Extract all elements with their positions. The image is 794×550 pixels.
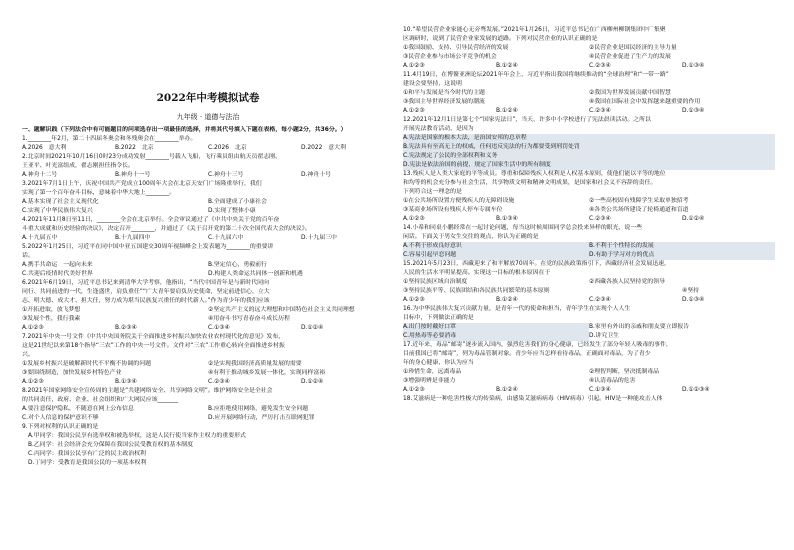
- q13-options: [403, 215, 775, 224]
- option[interactable]: B.①②④: [496, 297, 518, 303]
- option[interactable]: D.①③④: [682, 108, 705, 114]
- statement: ③坚持民族平等、民族团结和各民族共同繁荣的基本原则: [403, 288, 550, 294]
- option[interactable]: C.神舟十三号: [208, 172, 244, 178]
- option[interactable]: B.①③④: [496, 216, 518, 222]
- q13-stem: 和均等的机会充分参与社会生活，共享物质文明和精神文明成果，是国家和社会义不容辞的责任。: [403, 180, 657, 186]
- q17-options: [403, 386, 775, 395]
- q16-stem: 16.为中华民族伟大复兴贡献力量，是青年一代的使命和担当，青年学生在实现个人人生: [403, 306, 631, 312]
- option[interactable]: C.②③④: [589, 63, 611, 69]
- q17-statements: [403, 377, 775, 386]
- exam-subtitle: 九年级 · 道德与法治: [176, 113, 240, 121]
- q15-stem: 人民的生活水平明显提高。实现这一目标的根本原因在于: [403, 270, 551, 276]
- q13-statements: [403, 197, 775, 206]
- q10-options: [403, 62, 775, 71]
- q6-stem: 同行、共同前进的一代，生逢盛世，肩负重任”“广大青年要肩负历史使命，坚定前进信心，立大: [22, 289, 270, 295]
- statement: ④有利于推动城乡发展一体化，实现同样富裕: [208, 370, 326, 376]
- option[interactable]: A.携手共命运 一起向未来: [22, 262, 93, 268]
- statement: ①在公共场所设置方便残疾人的无障碍设施: [403, 198, 515, 204]
- option[interactable]: B.①③④: [115, 379, 137, 385]
- statement: ②理智判断，坚决抵制毒品: [589, 369, 660, 375]
- option[interactable]: C.对个人信息的保护意识不够: [22, 415, 99, 421]
- q6-statements: [22, 306, 394, 315]
- option[interactable]: A.①②③: [22, 379, 44, 385]
- q5-options: [22, 261, 394, 270]
- statement: ③要围绕制造，加快发展乡村特色产业: [22, 370, 122, 376]
- option[interactable]: B.2022 北京: [115, 145, 154, 151]
- statement: ④各类公共场所建设了轮椅通道和盲道: [589, 207, 689, 213]
- option[interactable]: D.丁同学：受教育是我国公民的一项基本权利: [28, 460, 147, 466]
- q6-options: [22, 324, 394, 333]
- option[interactable]: D.①③④: [682, 63, 705, 69]
- q10-stem: 10.“希望民营企业家能心无旁骛发展。”2021年1月26日，习近平总书记在广西柳州柳钢集团中厂集聚: [403, 27, 666, 33]
- option[interactable]: C.容易引起早恋问题: [403, 251, 589, 260]
- option[interactable]: D.应开展网络行动，严厉打击互联网犯罪: [208, 415, 315, 421]
- q14-stem: 14.小希和同桌小鹏经常在一起讨论问题，每当这时候周围同学总会投来异样的眼光，说一些: [403, 225, 643, 231]
- option[interactable]: A.出门按时戴好口罩: [403, 323, 589, 332]
- option[interactable]: B.坚定信心，勇毅前行: [208, 262, 267, 268]
- q11-statements: [403, 98, 775, 107]
- q14-stem: 闲话。下面关于男女生交往的观点，你认为正确的是: [403, 234, 539, 240]
- option[interactable]: B.①②④: [496, 63, 518, 69]
- q1-options: [22, 144, 394, 153]
- option[interactable]: A.①②③: [403, 387, 425, 393]
- statement: ③某商业场所设有残疾人停车专属车位: [403, 207, 503, 213]
- q7-statements: [22, 360, 394, 369]
- q6-stem: 志、明大德、成大才、担大任，努力成为堪当民族复兴重任的时代新人。”作为青少年的我们应该: [22, 298, 270, 304]
- q18-stem: 18.艾滋病是一种危害性极大的传染病，由感染艾滋病病毒（HIV病毒）引起。HIV是一种能攻击人体: [403, 396, 663, 402]
- option[interactable]: C.①③④: [589, 387, 611, 393]
- statement: ②我国为世界发展贡献中国智慧: [589, 90, 671, 96]
- option[interactable]: A.要注意保护隐私，不随意在网上公布信息: [22, 406, 134, 412]
- option[interactable]: D.实现了整体小康: [208, 208, 256, 214]
- option[interactable]: B.②③④: [115, 325, 137, 331]
- option[interactable]: B.不利于个性特长的发展: [589, 242, 775, 251]
- option[interactable]: D.①②④: [301, 379, 324, 385]
- q17-stem: 17.近年来，毒品“邮寄”逐步流入国内，强烈危害我们的身心健康，已经发生了部分年轻人吸毒的事件，: [403, 342, 672, 348]
- statement: ①坚持民族区域自治制度: [403, 279, 468, 285]
- option[interactable]: B.①②④: [496, 387, 518, 393]
- option[interactable]: D.①②③④: [682, 387, 710, 393]
- option[interactable]: C.②③④: [589, 297, 611, 303]
- q11-statements: [403, 89, 775, 98]
- option[interactable]: C.共迎后疫情时代美好世界: [22, 271, 93, 277]
- option[interactable]: A.宪法是国家的根本大法，是治国安邦的总章程: [403, 134, 775, 143]
- statement: ②西藏各族人民坚持党的领导: [589, 279, 665, 285]
- q15-statements: [403, 278, 775, 287]
- q5-stem: 话。: [22, 253, 34, 259]
- option[interactable]: D.①②④: [301, 325, 324, 331]
- q14-options: [403, 251, 775, 260]
- q7-stem: 7.2021年中央一号文件《中共中央国务院关于全面推进乡村振兴加快农业农村现代化的意见》发布，: [22, 334, 285, 340]
- q17-stem: 目前我国已将“邮寄”，列为毒品管制对象。青少年应当怎样看待毒品，正确面对毒品，为了青少: [403, 351, 651, 357]
- option[interactable]: A.①②③: [403, 108, 425, 114]
- option[interactable]: A.基本实现了社会主义现代化: [22, 199, 99, 205]
- statement: ①珍惜生命，远离毒品: [403, 369, 462, 375]
- q7-stem: 这是21世纪以来第18个指导“三农”工作的中央一号文件。文件对“三农”工作重心转向全面推进乡村振: [22, 343, 285, 349]
- q16-stem: 目标中，下列做法正确的是: [403, 315, 474, 321]
- option[interactable]: C.用热毒等必要消毒: [403, 332, 589, 341]
- q15-statements: [403, 287, 775, 296]
- q7-statements: [22, 369, 394, 378]
- q2-options: [22, 171, 394, 180]
- q3-options: [22, 207, 394, 216]
- q2-stem: 2.北京时间2021年10月16日0时23分成功发射________号载人飞船，飞行乘员组由航天员翟志刚、: [22, 154, 281, 160]
- option[interactable]: A.神舟十二号: [22, 172, 58, 178]
- q3-options: [22, 198, 394, 207]
- option[interactable]: A.十九届五中: [22, 235, 58, 241]
- option[interactable]: B.乙同学：社会经济会充分保障在我国公民受教育权的基本制度: [28, 442, 193, 448]
- option[interactable]: A.甲同学：我国公民享有选举权和被选举权，这是人民行使当家作主权力的重要形式: [28, 433, 246, 439]
- option[interactable]: C.宪法规定了公民的全部权利和义务: [403, 152, 775, 161]
- q7-stem: 兴。: [22, 352, 34, 358]
- right-column: [403, 26, 775, 404]
- statement: ①和平与发展是当今时代的主题: [403, 90, 485, 96]
- option[interactable]: B.全面建成了小康社会: [208, 199, 267, 205]
- statement: ①发展乡村振兴是破解新时代不平衡不协调的问题: [22, 361, 151, 367]
- section-heading: 一、题解识践（下列法合中有可能题目的问项选存出一项最佳的选择，并将其代号填入下题在表格，每小题2分，共36分。）: [22, 127, 347, 133]
- option[interactable]: B.十九届四中: [115, 235, 151, 241]
- left-column: [22, 92, 394, 468]
- q15-stem: 15.2021年5月23日，西藏迎来了和平解放70周年。在党的民族政策指引下，西藏经济社会发展迅速，: [403, 261, 670, 267]
- q3-stem: 实现了第一个百年奋斗目标，意味着中华大地上________。: [22, 190, 176, 196]
- statement: ③我国主导世界经济发展的潮流: [403, 99, 485, 105]
- option[interactable]: D.宪法是依法治国的前提，规定了国家生活中的所有制度: [403, 161, 775, 170]
- q4-stem: 4.2021年11月8日至11日，________全会在北京举行。全会审议通过了《中共中央关于党的百年奋: [22, 217, 280, 223]
- q8-options: [22, 414, 394, 423]
- q6-stem: 6.2021年6月19日，习近平总书记来到清华大学考察，他指出，“当代中国青年是与新时代同向: [22, 280, 269, 286]
- q13-stem: 13.残疾人是人类大家庭的平等成员。尊重和保障残疾人权利是人权基本原则，使他们能以平等的地位: [403, 171, 666, 177]
- option[interactable]: C.②③④: [589, 216, 611, 222]
- q17-statements: [403, 368, 775, 377]
- q10-stem: 区调研时，说到了民营企业家发展的道路。下列对民营企业的认识正确的是: [403, 36, 598, 42]
- q8-stem: 8.2021年国家网络安全宣传周的主题是“共建网络安全、共享网络文明”。维护网络安全是全社会: [22, 388, 273, 394]
- statement: ②坚定共产主义的远大理想和中国特色社会主义共同理想: [208, 307, 355, 313]
- q12-stem: 开展宪法教育活动，是因为: [403, 126, 474, 132]
- option[interactable]: D.构建人类命运共同体一创新和机遇: [208, 271, 303, 277]
- q10-statements: [403, 53, 775, 62]
- q3-stem: 3.2021年7月1日上午，庆祝中国共产党成立100周年大会在北京天安门广场隆重举行，我们: [22, 181, 262, 187]
- q14-options: [403, 242, 775, 251]
- q4-options: [22, 234, 394, 243]
- option[interactable]: D.①②④: [682, 216, 705, 222]
- option[interactable]: C.实现了中华民族伟大复兴: [22, 208, 93, 214]
- statement: ②一些高校固有残障学生采取单独招考: [589, 198, 689, 204]
- q11-options: [403, 107, 775, 116]
- q5-stem: 5.2022年1月25日，习近平在同中国中亚五国建交30周年视频峰会上发表题为________的重要讲: [22, 244, 274, 250]
- statement: ①我国鼓励、支持、引导民营经济的发展: [403, 45, 509, 51]
- option[interactable]: C.②③④: [208, 379, 230, 385]
- q13-statements: [403, 206, 775, 215]
- statement: ④民营企业促进了生产力的发展: [589, 54, 671, 60]
- option[interactable]: C.丙同学：我国公民享有广泛的民主政治权利: [28, 451, 146, 457]
- q15-options: [403, 296, 775, 305]
- option[interactable]: C.①③④: [208, 325, 230, 331]
- q17-stem: 年的身心健康，你认为应当: [403, 360, 474, 366]
- q7-options: [22, 378, 394, 387]
- statement: ②民营企业是国民经济的主导力量: [589, 45, 677, 51]
- option[interactable]: B.宪法具有至高无上的权威，任何违反宪法的行为都要受到刑罚处罚: [403, 143, 775, 152]
- option[interactable]: D.讲究卫生: [589, 333, 619, 339]
- option[interactable]: D.2022 意大利: [301, 145, 346, 151]
- q5-options: [22, 270, 394, 279]
- q9-stem: 9.下列对权利的认识正确的是: [22, 424, 99, 430]
- option[interactable]: B.应拒绝使用网络，避免发生安全问题: [208, 406, 309, 412]
- statement: ①开拓进取，放飞梦想: [22, 307, 81, 313]
- option[interactable]: C.②③④: [589, 108, 611, 114]
- q11-stem: 建设会要坚持，这说明: [403, 81, 462, 87]
- q12-stem: 12.2021年12月1日是第七个“国家宪法日”，当天，许多中小学校进行了宪法晨读活动。之所以: [403, 117, 651, 123]
- option[interactable]: A.①②③: [403, 216, 425, 222]
- q2-stem: 王亚平、叶光富组成，翟志刚担任指令长。: [22, 163, 134, 169]
- option[interactable]: B.神舟十一号: [115, 172, 151, 178]
- option[interactable]: A.①②③: [403, 63, 425, 69]
- statement: ④用奋斗书写青春奋斗成长历程: [208, 316, 290, 322]
- option[interactable]: D.有助于学习对方的优点: [589, 251, 775, 260]
- option[interactable]: C.十九届六中: [208, 235, 244, 241]
- q8-stem: 的共同责任，政府、企业、社会组织和广大网民应该_______: [22, 397, 179, 403]
- option[interactable]: C.2026 北京: [208, 145, 247, 151]
- q13-stem: 下列符合这一理念的是: [403, 189, 462, 195]
- q16-options: [403, 323, 775, 332]
- option[interactable]: A.2026 意大利: [22, 145, 67, 151]
- statement: ②是实现我国经济高质量发展的需要: [208, 361, 302, 367]
- statement: ③民营企业参与市场公平竞争的机会: [403, 54, 497, 60]
- q8-options: [22, 405, 394, 414]
- option[interactable]: D.神舟十号: [301, 172, 331, 178]
- option[interactable]: A.不利于形成良好意识: [403, 242, 589, 251]
- q11-stem: 11.4月19日，在博鳌亚洲论坛2021年年会上，习近平指出我国将继续推动的“全球治理”和“一带一路”: [403, 72, 669, 78]
- q10-statements: [403, 44, 775, 53]
- q4-stem: 斗重大成就和历史经验的决议》，决定召开________，并通过了《关于召开党的第二十次全国代表大会的决议》。: [22, 226, 311, 232]
- statement: ④坚持: [682, 288, 700, 294]
- q16-options: [403, 332, 775, 341]
- statement: ③增强明辨是非能力: [403, 378, 456, 384]
- option[interactable]: D.十九届三中: [301, 235, 337, 241]
- exam-title: 2022年中考模拟试卷: [156, 92, 260, 104]
- q6-statements: [22, 315, 394, 324]
- q1-stem: 1.________年2月，第二十四届冬奥会和冬残奥会在________举办。: [22, 136, 197, 142]
- statement: ④我国在国际社会中发挥越来越重要的作用: [589, 99, 701, 105]
- option[interactable]: D.①③④: [682, 297, 705, 303]
- option[interactable]: B.①②④: [496, 108, 518, 114]
- option[interactable]: A.①②③: [22, 325, 44, 331]
- statement: ③发展个性，我行我素: [22, 316, 81, 322]
- option[interactable]: B.家里有外出的亲戚和朋友要立即报告: [589, 324, 690, 330]
- statement: ④认清毒品的危害: [589, 378, 636, 384]
- option[interactable]: A.①②③: [403, 297, 425, 303]
